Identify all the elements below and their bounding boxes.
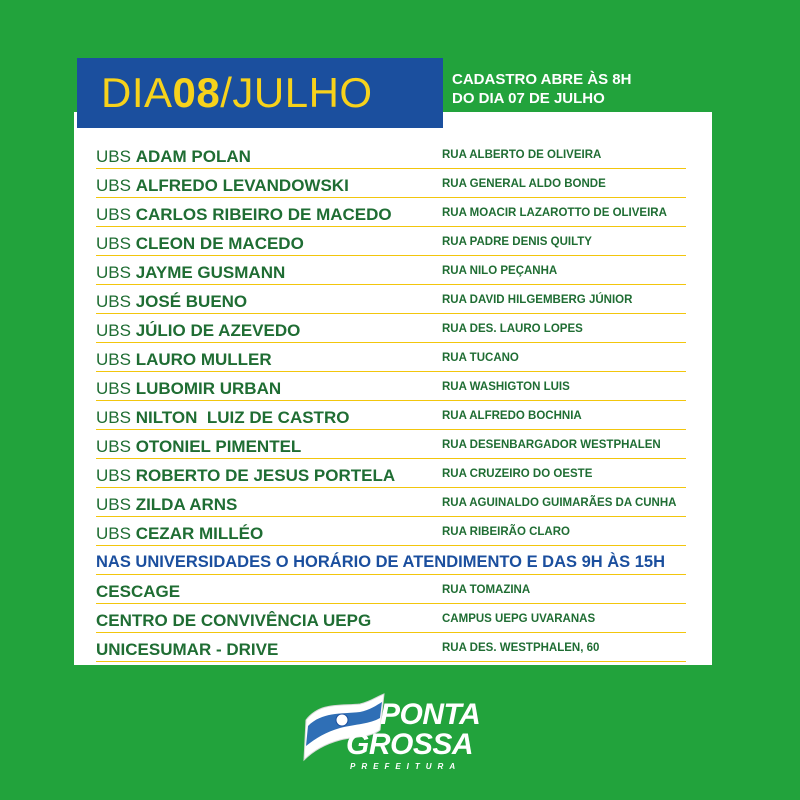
location-address: RUA DES. WESTPHALEN, 60 [442,642,600,654]
location-name: UBS JÚLIO DE AZEVEDO [96,321,301,340]
location-name: CESCAGE [96,582,181,601]
list-item [96,605,686,633]
logo-line1: PONTA [380,698,481,731]
list-item [96,518,686,546]
location-address: RUA MOACIR LAZAROTTO DE OLIVEIRA [442,207,667,219]
logo-line2: GROSSA [346,728,474,761]
location-address: RUA RIBEIRÃO CLARO [442,526,570,538]
list-item [96,373,686,401]
list-item [96,402,686,430]
list-item [96,141,686,169]
location-address: CAMPUS UEPG UVARANAS [442,613,596,625]
location-address: RUA GENERAL ALDO BONDE [442,178,606,190]
location-address: RUA ALBERTO DE OLIVEIRA [442,149,602,161]
date-month: /JULHO [220,69,373,116]
registration-note-line1: CADASTRO ABRE ÀS 8H [452,71,632,88]
list-item [96,489,686,517]
list-item [96,257,686,285]
list-item [96,170,686,198]
location-address: RUA PADRE DENIS QUILTY [442,236,592,248]
location-name: UBS CARLOS RIBEIRO DE MACEDO [96,205,392,224]
date-prefix: DIA [101,69,173,116]
location-name: UBS ADAM POLAN [96,147,251,166]
location-list [96,141,686,663]
date-day-number: 08 [172,69,221,116]
logo-subtitle: PREFEITURA [350,762,462,771]
location-address: RUA DESENBARGADOR WESTPHALEN [442,439,661,451]
location-name: UBS LAURO MULLER [96,350,272,369]
list-item [96,460,686,488]
list-item [96,344,686,372]
date-header [77,58,443,128]
list-item [96,228,686,256]
location-name: UBS OTONIEL PIMENTEL [96,437,302,456]
location-address: RUA AGUINALDO GUIMARÃES DA CUNHA [442,497,677,509]
location-name: UBS CLEON DE MACEDO [96,234,304,253]
location-name: UBS JOSÉ BUENO [96,292,248,311]
location-name: UBS ROBERTO DE JESUS PORTELA [96,466,396,485]
list-item [96,315,686,343]
location-address: RUA DAVID HILGEMBERG JÚNIOR [442,294,633,306]
location-address: RUA CRUZEIRO DO OESTE [442,468,593,480]
list-item [96,286,686,314]
list-item [96,199,686,227]
location-name: UBS NILTON LUIZ DE CASTRO [96,408,350,427]
location-address: RUA DES. LAURO LOPES [442,323,583,335]
list-item [96,576,686,604]
registration-note [452,70,631,108]
location-name: UBS LUBOMIR URBAN [96,379,282,398]
location-name: UBS CEZAR MILLÉO [96,524,264,543]
location-name: UNICESUMAR - DRIVE [96,640,279,659]
ponta-grossa-logo [300,690,500,780]
list-item [96,634,686,662]
location-name: CENTRO DE CONVIVÊNCIA UEPG [96,611,372,630]
location-address: RUA TUCANO [442,352,519,364]
location-address: RUA ALFREDO BOCHNIA [442,410,582,422]
registration-note-line2: DO DIA 07 DE JULHO [452,90,605,107]
location-name: UBS ALFREDO LEVANDOWSKI [96,176,349,195]
location-address: RUA TOMAZINA [442,584,531,596]
location-name: UBS JAYME GUSMANN [96,263,286,282]
university-hours-notice: NAS UNIVERSIDADES O HORÁRIO DE ATENDIMENTO E DAS 9H ÀS 15H [96,553,666,571]
location-name: UBS ZILDA ARNS [96,495,238,514]
location-address: RUA WASHIGTON LUIS [442,381,570,393]
university-hours-notice-row [96,547,686,575]
location-address: RUA NILO PEÇANHA [442,265,558,277]
list-item [96,431,686,459]
